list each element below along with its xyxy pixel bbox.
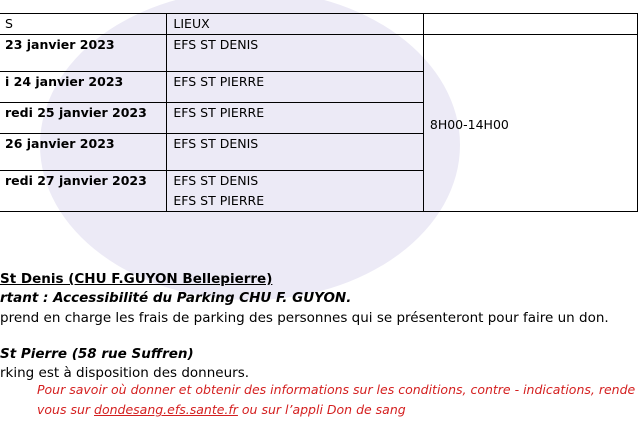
header-hours	[423, 14, 637, 35]
notice-line-1: Pour savoir où donner et obtenir des informations sur les conditions, contre - indications, rende	[37, 382, 636, 397]
site1-notice: rtant : Accessibilité du Parking CHU F. GUYON.	[0, 290, 352, 306]
schedule-table	[0, 13, 638, 212]
site2-title: St Pierre (58 rue Suffren)	[0, 346, 194, 362]
header-places: LIEUX	[167, 14, 423, 35]
site1-title: St Denis (CHU F.GUYON Bellepierre)	[0, 271, 273, 287]
row-day: redi 25 janvier 2023	[0, 103, 167, 134]
row-place: EFS ST DENIS EFS ST PIERRE	[167, 171, 423, 212]
site2-text: rking est à disposition des donneurs.	[0, 365, 250, 381]
notice-suffix: ou sur l’appli Don de sang	[237, 402, 406, 417]
row-place: EFS ST PIERRE	[167, 72, 423, 103]
row-place: EFS ST DENIS	[167, 35, 423, 72]
hours-cell: 8H00-14H00	[423, 35, 637, 212]
row-place: EFS ST PIERRE	[167, 103, 423, 134]
notice-line-2	[37, 402, 406, 417]
table-header-row	[0, 14, 638, 35]
row-day: 26 janvier 2023	[0, 134, 167, 171]
row-day: 23 janvier 2023	[0, 35, 167, 72]
dondesang-link[interactable]: dondesang.efs.sante.fr	[94, 402, 238, 417]
header-days: S	[0, 14, 167, 35]
row-day: i 24 janvier 2023	[0, 72, 167, 103]
table-row	[0, 35, 638, 72]
site1-text: prend en charge les frais de parking des personnes qui se présenteront pour faire un don.	[0, 310, 609, 326]
row-day: redi 27 janvier 2023	[0, 171, 167, 212]
row-place: EFS ST DENIS	[167, 134, 423, 171]
notice-prefix: vous sur	[37, 402, 95, 417]
